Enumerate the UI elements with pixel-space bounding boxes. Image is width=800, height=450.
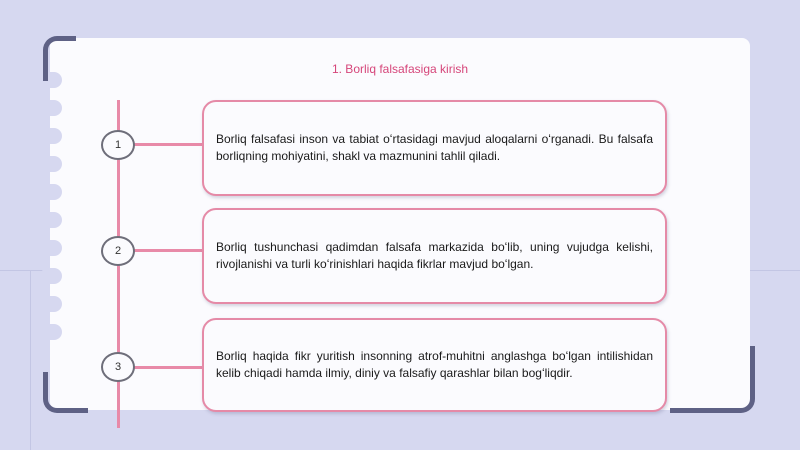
binder-hole [40, 128, 62, 144]
corner-bracket-bottom-left [43, 372, 88, 413]
binder-hole [40, 212, 62, 228]
corner-bracket-bottom-right [670, 346, 755, 413]
step-number-badge: 2 [101, 236, 135, 266]
binder-hole [40, 240, 62, 256]
binder-hole [40, 268, 62, 284]
step-box [202, 318, 667, 412]
step-text: Borliq tushunchasi qadimdan falsafa markazida boʻlib, uning vujudga kelishi, rivojlanishi va turli koʻrinishlari haqida fikrlar mavjud boʻlgan. [216, 240, 653, 271]
step-number-badge: 3 [101, 352, 135, 382]
binder-hole [40, 184, 62, 200]
background-divider-vertical [30, 270, 31, 450]
timeline-connector [131, 366, 203, 369]
step-box [202, 100, 667, 196]
binder-hole [40, 100, 62, 116]
step-text: Borliq falsafasi inson va tabiat oʻrtasidagi mavjud aloqalarni oʻrganadi. Bu falsafa borliqning mohiyatini, shakl va mazmunini tahlil qiladi. [216, 132, 653, 163]
binder-hole [40, 296, 62, 312]
step-box [202, 208, 667, 304]
binder-hole [40, 156, 62, 172]
timeline-connector [131, 249, 203, 252]
step-text: Borliq haqida fikr yuritish insonning atrof-muhitni anglashga boʻlgan intilishidan kelib chiqadi hamda ilmiy, diniy va falsafiy qarashlar bilan bogʻliqdir. [216, 349, 653, 380]
step-number-badge: 1 [101, 130, 135, 160]
corner-bracket-top-left [43, 36, 76, 81]
binder-hole [40, 324, 62, 340]
slide-title: 1. Borliq falsafasiga kirish [331, 62, 469, 76]
timeline-connector [131, 143, 203, 146]
